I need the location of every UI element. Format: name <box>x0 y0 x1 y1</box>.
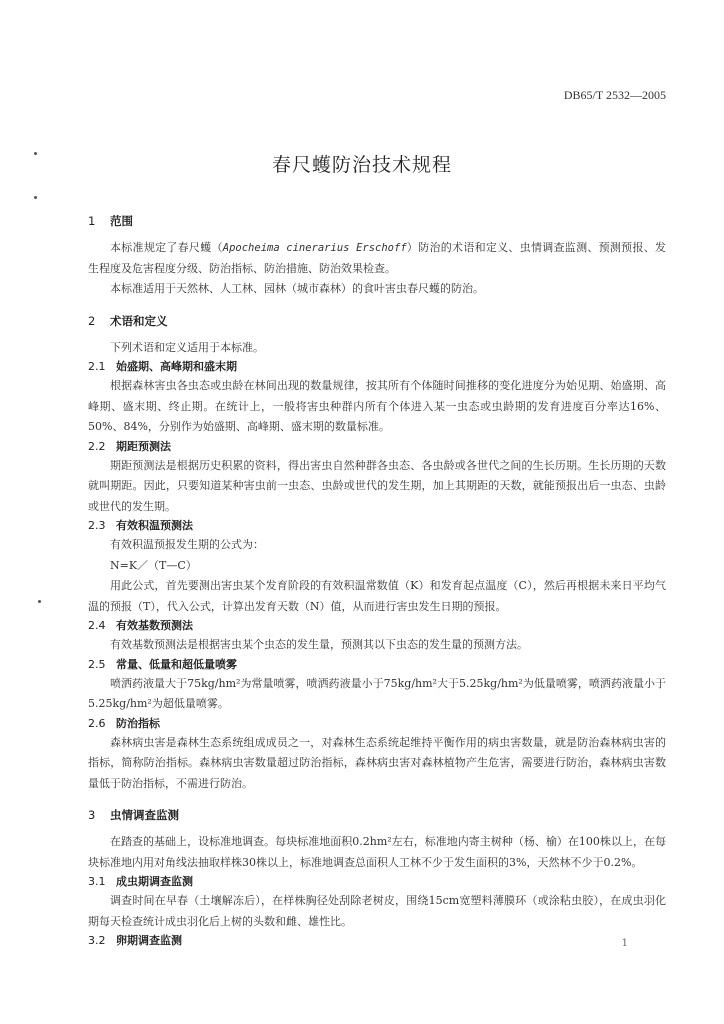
section-3-paragraph: 在踏查的基础上，设标准地调查。每块标准地面积0.2hm²左右，标准地内寄主树种（杨、榆）在100株以上，在每块标准地内用对角线法抽取样株30株以上，标准地调查总面积人工林不少于发生面积的3%，天然林不少于0.2%。 <box>88 835 666 869</box>
section-2-4-heading: 2.4 有效基数预测法 <box>88 619 193 632</box>
section-2-5-paragraph: 喷洒药液量大于75kg/hm²为常量喷雾，喷洒药液量小于75kg/hm²大于5.25kg/hm²为低量喷雾，喷洒药液量小于5.25kg/hm²为超低量喷雾。 <box>88 676 666 710</box>
document-body <box>88 210 666 950</box>
section-2-3-paragraph-1: 有效积温预报发生期的公式为： <box>110 538 264 551</box>
section-2-4-paragraph: 有效基数预测法是根据害虫某个虫态的发生量，预测其以下虫态的发生量的预测方法。 <box>110 638 528 651</box>
scan-speck <box>34 196 37 199</box>
section-1-paragraph-1: 本标准规定了春尺蠖（Apocheima cinerarius Erschoff）防治的术语和定义、虫情调查监测、预测预报、发生程度及危害程度分级、防治指标、防治措施、防治效果检查。 <box>88 241 667 275</box>
scan-speck <box>38 600 41 603</box>
formula: N=K／（T—C） <box>110 558 197 572</box>
section-2-3-paragraph-2: 用此公式，首先要测出害虫某个发育阶段的有效积温常数值（K）和发育起点温度（C），然后再根据未来日平均气温的预报（T），代入公式，计算出发育天数（N）值，从而进行害虫发生日期的预报。 <box>88 579 666 613</box>
document-title: 春尺蠖防治技术规程 <box>271 154 452 176</box>
latin-species-name: Apocheima cinerarius Erschoff <box>222 242 407 254</box>
section-2-heading: 2 术语和定义 <box>88 313 168 328</box>
page-number: 1 <box>621 938 628 949</box>
section-1-paragraph-2: 本标准适用于天然林、人工林、园林（城市森林）的食叶害虫春尺蠖的防治。 <box>110 282 484 295</box>
section-3-heading: 3 虫情调查监测 <box>88 808 179 822</box>
section-2-1-heading: 2.1 始盛期、高峰期和盛末期 <box>88 360 237 373</box>
section-3-1-paragraph: 调查时间在早春（土壤解冻后），在样株胸径处刮除老树皮，围绕15cm宽塑料薄膜环（或涂粘虫胶），在成虫羽化期每天检查统计成虫羽化后上树的头数和雌、雄性比。 <box>88 894 666 928</box>
section-2-2-heading: 2.2 期距预测法 <box>88 439 171 453</box>
section-3-1-heading: 3.1 成虫期调查监测 <box>88 875 193 888</box>
section-3-2-heading: 3.2 卵期调查监测 <box>88 934 182 947</box>
section-2-6-paragraph: 森林病虫害是森林生态系统组成成员之一，对森林生态系统起维持平衡作用的病虫害数量，就是防治森林病虫害的指标，简称防治指标。森林病虫害数量超过防治指标，森林病虫害对森林植物产生危害，需要进行防治，森林病虫害数量低于防治指标，不需进行防治。 <box>88 735 666 790</box>
section-2-2-paragraph: 期距预测法是根据历史积累的资料，得出害虫自然种群各虫态、各虫龄或各世代之间的生长历期。生长历期的天数就叫期距。因此，只要知道某种害虫前一虫态、虫龄或世代的发生期，加上其期距的天数，就能预报出后一虫态、虫龄或世代的发生期。 <box>88 458 666 513</box>
section-2-1-paragraph: 根据森林害虫各虫态或虫龄在林间出现的数量规律，按其所有个体随时间推移的变化进度分为始见期、始盛期、高峰期、盛末期、终止期。在统计上，一般将害虫种群内所有个体进入某一虫态或虫龄期的发育进度百分率达16%、50%、84%，分别作为始盛期、高峰期、盛末期的数量标准。 <box>88 379 666 433</box>
standard-code: DB65/T 2532—2005 <box>563 88 666 102</box>
section-1-heading: 1 范围 <box>88 214 133 228</box>
section-2-3-heading: 2.3 有效积温预测法 <box>88 519 193 532</box>
section-2-6-heading: 2.6 防治指标 <box>88 716 160 730</box>
section-2-intro: 下列术语和定义适用于本标准。 <box>110 340 264 354</box>
section-2-5-heading: 2.5 常量、低量和超低量喷雾 <box>88 657 237 671</box>
